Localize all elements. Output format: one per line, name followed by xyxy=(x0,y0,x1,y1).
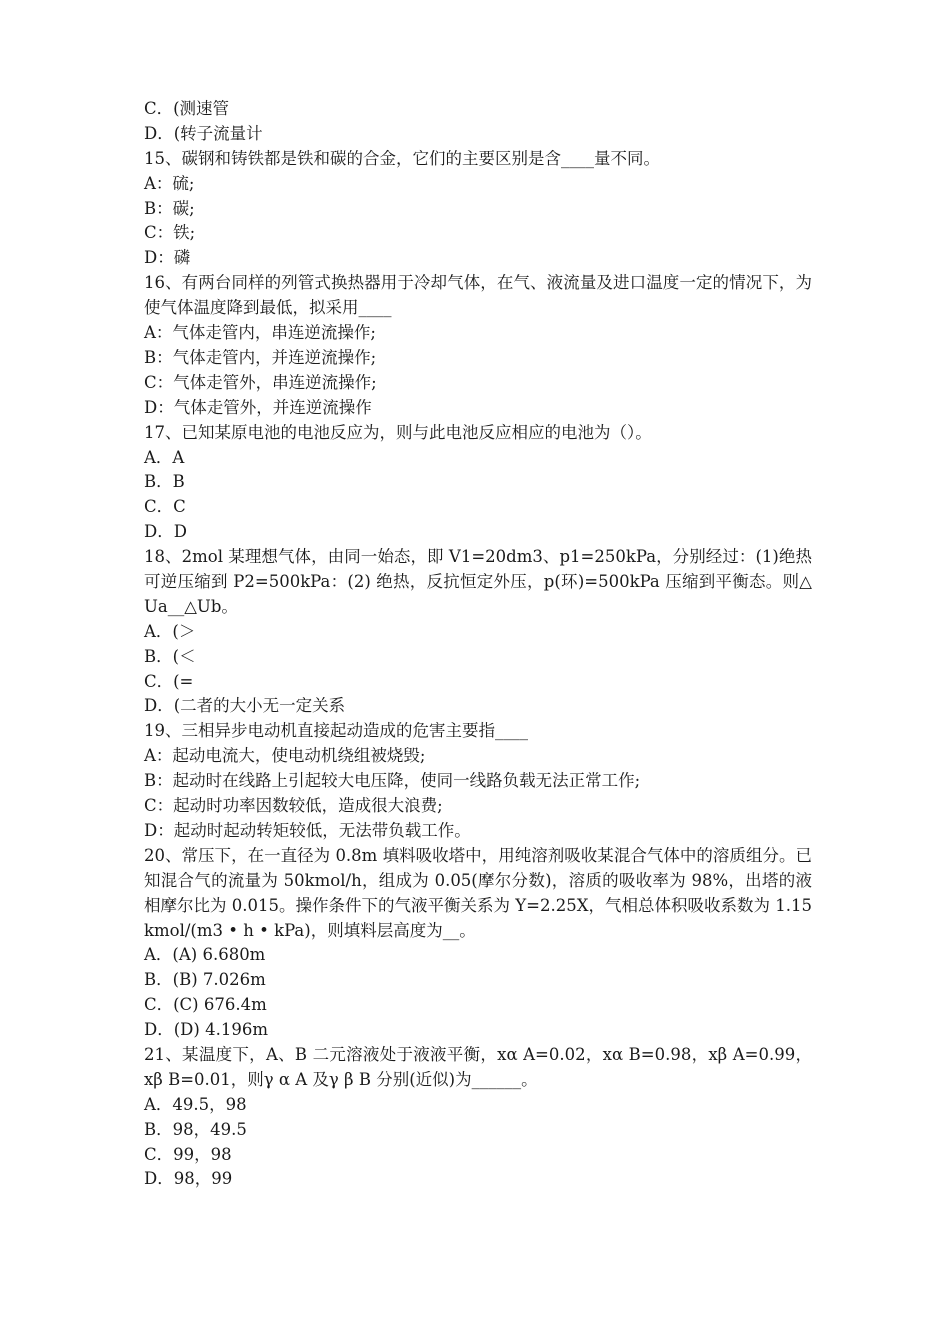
option-c: C．(C) 676.4m xyxy=(144,995,267,1015)
option-d: D：气体走管外，并连逆流操作 xyxy=(144,397,372,417)
option-b: B．B xyxy=(144,472,185,492)
question-19 xyxy=(144,719,812,843)
option-d-prev: D．(转子流量计 xyxy=(144,123,263,143)
option-a: A：硫; xyxy=(144,173,195,193)
option-c: C：起动时功率因数较低，造成很大浪费; xyxy=(144,796,443,816)
option-c-prev: C．(测速管 xyxy=(144,99,230,118)
option-c: C．C xyxy=(144,497,186,517)
option-a: A．49.5，98 xyxy=(144,1094,247,1114)
question-stem: 18、2mol 某理想气体，由同一始态，即 V1=20dm3、p1=250kPa，分别经过：(1)绝热可逆压缩到 P2=500kPa：(2) 绝热，反抗恒定外压，p(环)=500kPa 压缩到平衡态。则△Ua__△Ub。 xyxy=(144,547,812,616)
option-a: A．(A) 6.680m xyxy=(144,945,266,965)
question-stem: 17、已知某原电池的电池反应为，则与此电池反应相应的电池为（）。 xyxy=(144,422,652,442)
question-stem: 20、常压下，在一直径为 0.8m 填料吸收塔中，用纯溶剂吸收某混合气体中的溶质组分。已知混合气的流量为 50kmol/h，组成为 0.05(摩尔分数)，溶质的吸收率为 98%，出塔的液相摩尔比为 0.015。操作条件下的气液平衡关系为 Y=2.25X，气相总体积吸收系数为 1.15kmol/(m3 • h • kPa)，则填料层高度为__。 xyxy=(144,845,812,940)
option-b: B：气体走管内，并连逆流操作; xyxy=(144,347,377,367)
question-17 xyxy=(144,421,812,545)
option-c: C．(= xyxy=(144,671,194,691)
option-d: D：磷 xyxy=(144,248,191,268)
option-c: C．99，98 xyxy=(144,1144,232,1164)
option-a: A．A xyxy=(144,447,185,467)
option-b: B．(B) 7.026m xyxy=(144,970,266,990)
option-d: D．98，99 xyxy=(144,1169,233,1189)
option-b: B：起动时在线路上引起较大电压降，使同一线路负载无法正常工作; xyxy=(144,771,641,791)
option-d: D．D xyxy=(144,522,187,542)
option-c: C：铁; xyxy=(144,223,196,243)
question-21 xyxy=(144,1043,812,1192)
option-d: D．(二者的大小无一定关系 xyxy=(144,696,346,716)
option-b: B．98，49.5 xyxy=(144,1119,247,1139)
question-18 xyxy=(144,545,812,719)
option-b: B：碳; xyxy=(144,198,195,218)
option-b: B．(＜ xyxy=(144,646,196,666)
question-stem: 15、碳钢和铸铁都是铁和碳的合金，它们的主要区别是含____量不同。 xyxy=(144,148,660,168)
question-stem: 19、三相异步电动机直接起动造成的危害主要指____ xyxy=(144,721,528,741)
question-stem: 16、有两台同样的列管式换热器用于冷却气体，在气、液流量及进口温度一定的情况下，为使气体温度降到最低，拟采用____ xyxy=(144,273,812,318)
option-a: A：起动电流大，使电动机绕组被烧毁; xyxy=(144,746,426,766)
question-stem: 21、某温度下，A、B 二元溶液处于液液平衡，xα A=0.02，xα B=0.98，xβ A=0.99，xβ B=0.01，则γ α A 及γ β B 分别(近似)为______。 xyxy=(144,1044,812,1089)
question-16 xyxy=(144,271,812,420)
option-a: A．(＞ xyxy=(144,621,196,641)
option-d: D．(D) 4.196m xyxy=(144,1020,268,1040)
question-20 xyxy=(144,844,812,1043)
option-d: D：起动时起动转矩较低，无法带负载工作。 xyxy=(144,820,471,840)
document-page xyxy=(144,97,812,1192)
option-c: C：气体走管外，串连逆流操作; xyxy=(144,372,377,392)
option-a: A：气体走管内，串连逆流操作; xyxy=(144,323,376,343)
question-15 xyxy=(144,147,812,271)
